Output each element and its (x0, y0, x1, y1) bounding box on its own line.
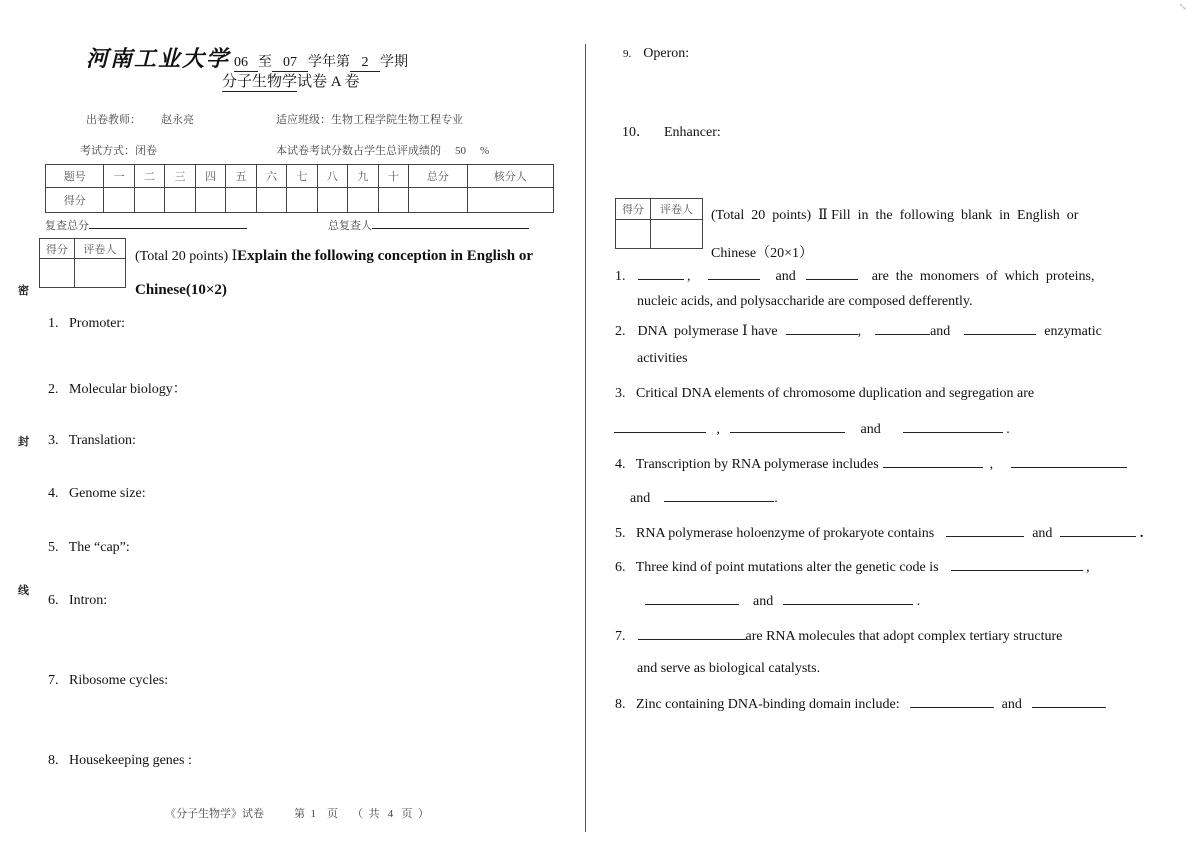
score-cell[interactable] (378, 188, 408, 213)
teacher-info: 出卷教师： 赵永亮 (86, 114, 194, 126)
question-9: 9. Operon: (623, 46, 690, 61)
page-footer: 《分子生物学》试卷 第 1 页 （ 共 4 页 ） (165, 808, 429, 820)
fill-q6-cont: and . (645, 592, 920, 610)
fill-q7: 7. are RNA molecules that adopt complex tertiary structure (615, 629, 1063, 644)
score-table-header-cell: 二 (134, 165, 164, 188)
review-total: 复查总分 (45, 216, 247, 233)
score-table-header-cell: 一 (104, 165, 134, 188)
score-table-header-cell: 八 (317, 165, 347, 188)
page-divider (585, 44, 586, 832)
score-cell[interactable] (134, 188, 164, 213)
question-item: 8. Housekeeping genes : (48, 753, 192, 768)
reviewer: 总复查人 (328, 216, 529, 233)
question-10: 10． Enhancer: (622, 125, 721, 140)
question-item: 4. Genome size: (48, 486, 146, 501)
fill-q7-cont: and serve as biological catalysts. (637, 661, 821, 676)
score-table-header-cell: 题号 (46, 165, 104, 188)
score-cell[interactable] (40, 259, 75, 288)
exam-header: 河南工业大学 06 至 07 学年第 2 学期 (86, 46, 409, 72)
score-ratio: 本试卷考试分数占学生总评成绩的 50 % (276, 145, 490, 157)
fill-q5: 5. RNA polymerase holoenzyme of prokaryote contains and . (615, 526, 1144, 541)
fill-q2: 2. DNA polymerase Ⅰ have , and enzymatic (615, 324, 1102, 339)
score-row-label: 得分 (46, 188, 104, 213)
score-cell[interactable] (348, 188, 378, 213)
score-table-header (46, 165, 554, 188)
score-table-header-cell: 七 (287, 165, 317, 188)
score-table (45, 164, 554, 213)
fill-q3: 3. Critical DNA elements of chromosome duplication and segregation are (615, 386, 1035, 401)
university-logo: 河南工业大学 (86, 46, 231, 72)
fill-q1: 1. , and are the monomers of which proteins, (615, 269, 1095, 284)
fill-q4: 4. Transcription by RNA polymerase includes , (615, 455, 1127, 473)
score-cell[interactable] (104, 188, 134, 213)
score-table-header-cell: 五 (226, 165, 256, 188)
class-info: 适应班级：生物工程学院生物工程专业 (276, 114, 463, 126)
exam-title: 分子生物学试卷 A 卷 (222, 70, 360, 92)
score-table-header-cell: 九 (348, 165, 378, 188)
score-cell[interactable] (616, 220, 651, 249)
score-cell[interactable] (165, 188, 195, 213)
grader-cell[interactable] (74, 259, 125, 288)
exam-mode: 考试方式：闭卷 (80, 145, 157, 157)
fill-q4-cont: and . (630, 491, 778, 506)
score-table-header-cell: 十 (378, 165, 408, 188)
score-cell[interactable] (287, 188, 317, 213)
question-item: 2. Molecular biology： (48, 382, 187, 397)
grader-box-2: 得分 评卷人 (615, 198, 703, 249)
section2-title: (Total 20 points) Ⅱ Fill in the following blank in English or (711, 208, 1079, 223)
resize-icon[interactable]: ⤡ (1178, 2, 1187, 13)
margin-mark: 线 (18, 585, 29, 597)
score-cell[interactable] (317, 188, 347, 213)
margin-mark: 密 (18, 285, 29, 297)
margin-mark: 封 (18, 436, 29, 448)
score-table-header-cell: 四 (195, 165, 225, 188)
score-table-row (46, 188, 554, 213)
section1-title-cont: Chinese(10×2) (135, 282, 227, 298)
fill-q6: 6. Three kind of point mutations alter the genetic code is , (615, 560, 1090, 575)
question-item: 3. Translation: (48, 433, 136, 448)
section1-title: (Total 20 points) ⅠExplain the following conception in English or (135, 248, 534, 264)
score-cell[interactable] (195, 188, 225, 213)
question-item: 7. Ribosome cycles: (48, 673, 169, 688)
fill-q2-cont: activities (637, 351, 688, 366)
score-cell[interactable] (226, 188, 256, 213)
fill-q3-blanks: , and . (614, 420, 1010, 438)
score-table-header-cell: 总分 (409, 165, 467, 188)
score-cell[interactable] (256, 188, 286, 213)
question-item: 5. The “cap”: (48, 540, 130, 555)
question-item: 1. Promoter: (48, 316, 125, 331)
grader-cell[interactable] (651, 220, 703, 249)
score-cell[interactable] (409, 188, 467, 213)
fill-q1-cont: nucleic acids, and polysaccharide are composed defferently. (637, 294, 973, 309)
question-item: 6. Intron: (48, 593, 108, 608)
score-table-header-cell: 核分人 (467, 165, 554, 188)
fill-q8: 8. Zinc containing DNA-binding domain include: and (615, 695, 1106, 713)
score-table-header-cell: 六 (256, 165, 286, 188)
score-table-header-cell: 三 (165, 165, 195, 188)
score-cell[interactable] (467, 188, 554, 213)
grader-box-1: 得分 评卷人 (39, 238, 126, 288)
section2-title-cont: Chinese（20×1） (711, 246, 813, 261)
